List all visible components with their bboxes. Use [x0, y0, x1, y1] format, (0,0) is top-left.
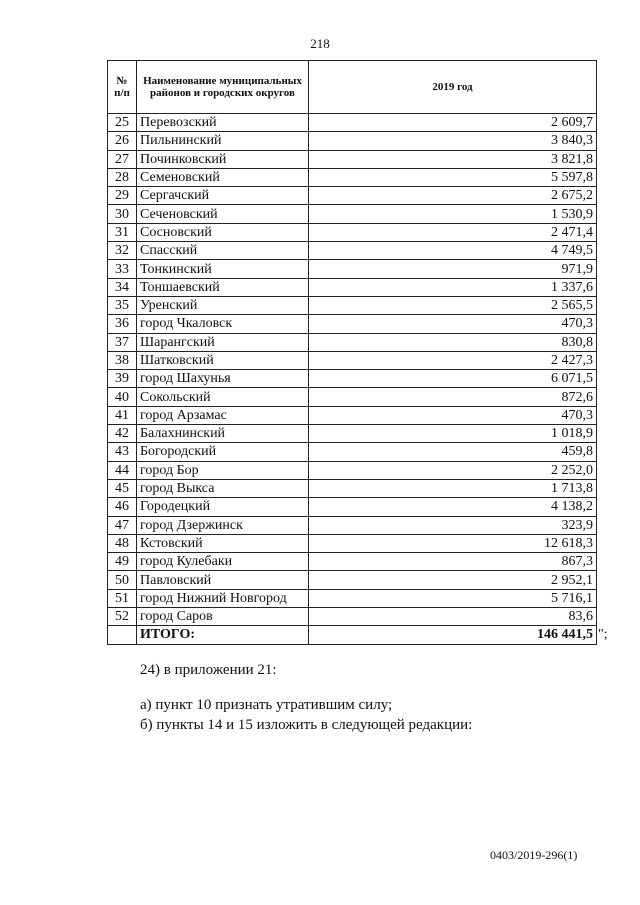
row-number: 34 [108, 278, 137, 296]
row-name: город Выкса [137, 479, 309, 497]
budget-table [107, 60, 597, 645]
document-code: 0403/2019-296(1) [490, 848, 578, 862]
row-number: 33 [108, 260, 137, 278]
paragraph-item-b: б) пункты 14 и 15 изложить в следующей редакции: [140, 717, 473, 733]
row-name: Сокольский [137, 388, 309, 406]
row-name: город Арзамас [137, 406, 309, 424]
row-value: 872,6 [309, 388, 597, 406]
row-value: 5 716,1 [309, 589, 597, 607]
row-name: Шарангский [137, 333, 309, 351]
row-value: 1 018,9 [309, 425, 597, 443]
table-row [108, 370, 597, 388]
row-number: 29 [108, 187, 137, 205]
row-value: 470,3 [309, 315, 597, 333]
table-row [108, 333, 597, 351]
table-body [108, 114, 597, 626]
page-number: 218 [310, 36, 330, 51]
row-value: 12 618,3 [309, 534, 597, 552]
row-name: Тоншаевский [137, 278, 309, 296]
row-number: 49 [108, 553, 137, 571]
row-number: 25 [108, 114, 137, 132]
row-value: 3 840,3 [309, 132, 597, 150]
row-name: Сосновский [137, 223, 309, 241]
row-name: Сеченовский [137, 205, 309, 223]
table-row [108, 498, 597, 516]
row-number: 31 [108, 223, 137, 241]
table-row [108, 388, 597, 406]
row-name: город Шахунья [137, 370, 309, 388]
row-number: 35 [108, 296, 137, 314]
total-value: 146 441,5 [309, 626, 597, 644]
table-row [108, 608, 597, 626]
row-value: 2 471,4 [309, 223, 597, 241]
total-label: ИТОГО: [137, 626, 309, 644]
closing-quote-mark: "; [598, 627, 608, 642]
row-number: 37 [108, 333, 137, 351]
row-value: 3 821,8 [309, 150, 597, 168]
row-name: Балахнинский [137, 425, 309, 443]
row-value: 2 252,0 [309, 461, 597, 479]
row-number: 52 [108, 608, 137, 626]
row-value: 83,6 [309, 608, 597, 626]
row-name: Семеновский [137, 168, 309, 186]
row-value: 2 952,1 [309, 571, 597, 589]
row-value: 971,9 [309, 260, 597, 278]
row-number: 26 [108, 132, 137, 150]
row-number: 36 [108, 315, 137, 333]
row-number: 39 [108, 370, 137, 388]
header-name: Наименование муниципальных районов и городских округов [137, 61, 309, 114]
total-row [108, 626, 597, 644]
table-row [108, 571, 597, 589]
row-name: Починковский [137, 150, 309, 168]
table-row [108, 168, 597, 186]
row-number: 38 [108, 351, 137, 369]
table-row [108, 351, 597, 369]
table-row [108, 479, 597, 497]
row-name: Богородский [137, 443, 309, 461]
total-num-cell [108, 626, 137, 644]
table-row [108, 425, 597, 443]
row-value: 6 071,5 [309, 370, 597, 388]
table-row [108, 315, 597, 333]
row-number: 47 [108, 516, 137, 534]
row-name: Сергачский [137, 187, 309, 205]
row-number: 40 [108, 388, 137, 406]
row-value: 459,8 [309, 443, 597, 461]
table-row [108, 534, 597, 552]
row-value: 867,3 [309, 553, 597, 571]
table-row [108, 132, 597, 150]
row-number: 43 [108, 443, 137, 461]
table-row [108, 260, 597, 278]
row-value: 323,9 [309, 516, 597, 534]
row-name: город Бор [137, 461, 309, 479]
row-value: 4 138,2 [309, 498, 597, 516]
row-value: 2 609,7 [309, 114, 597, 132]
table-row [108, 589, 597, 607]
row-name: город Чкаловск [137, 315, 309, 333]
row-number: 30 [108, 205, 137, 223]
table-row [108, 278, 597, 296]
row-number: 48 [108, 534, 137, 552]
row-name: Шатковский [137, 351, 309, 369]
paragraph-appendix-21: 24) в приложении 21: [140, 662, 277, 678]
table-row [108, 187, 597, 205]
row-value: 1 530,9 [309, 205, 597, 223]
row-name: Спасский [137, 242, 309, 260]
row-number: 32 [108, 242, 137, 260]
paragraph-item-a: а) пункт 10 признать утратившим силу; [140, 697, 393, 713]
row-number: 46 [108, 498, 137, 516]
header-number: № п/п [108, 61, 137, 114]
table-row [108, 114, 597, 132]
row-name: Кстовский [137, 534, 309, 552]
row-name: Павловский [137, 571, 309, 589]
row-number: 42 [108, 425, 137, 443]
row-value: 2 565,5 [309, 296, 597, 314]
table-row [108, 553, 597, 571]
row-number: 50 [108, 571, 137, 589]
table-row [108, 443, 597, 461]
row-name: город Нижний Новгород [137, 589, 309, 607]
table-header-row [108, 61, 597, 114]
row-number: 51 [108, 589, 137, 607]
row-number: 41 [108, 406, 137, 424]
row-value: 1 337,6 [309, 278, 597, 296]
row-value: 2 675,2 [309, 187, 597, 205]
row-name: Уренский [137, 296, 309, 314]
row-name: Городецкий [137, 498, 309, 516]
row-number: 45 [108, 479, 137, 497]
row-number: 28 [108, 168, 137, 186]
row-number: 27 [108, 150, 137, 168]
row-name: Тонкинский [137, 260, 309, 278]
row-name: город Дзержинск [137, 516, 309, 534]
row-value: 5 597,8 [309, 168, 597, 186]
table-row [108, 406, 597, 424]
table-row [108, 223, 597, 241]
row-value: 1 713,8 [309, 479, 597, 497]
row-name: Пильнинский [137, 132, 309, 150]
table-row [108, 461, 597, 479]
table-row [108, 242, 597, 260]
table-row [108, 296, 597, 314]
row-name: Перевозский [137, 114, 309, 132]
table-row [108, 150, 597, 168]
row-name: город Саров [137, 608, 309, 626]
table-row [108, 516, 597, 534]
row-value: 830,8 [309, 333, 597, 351]
header-year: 2019 год [309, 61, 597, 114]
row-value: 4 749,5 [309, 242, 597, 260]
row-value: 2 427,3 [309, 351, 597, 369]
table-row [108, 205, 597, 223]
row-value: 470,3 [309, 406, 597, 424]
row-name: город Кулебаки [137, 553, 309, 571]
row-number: 44 [108, 461, 137, 479]
